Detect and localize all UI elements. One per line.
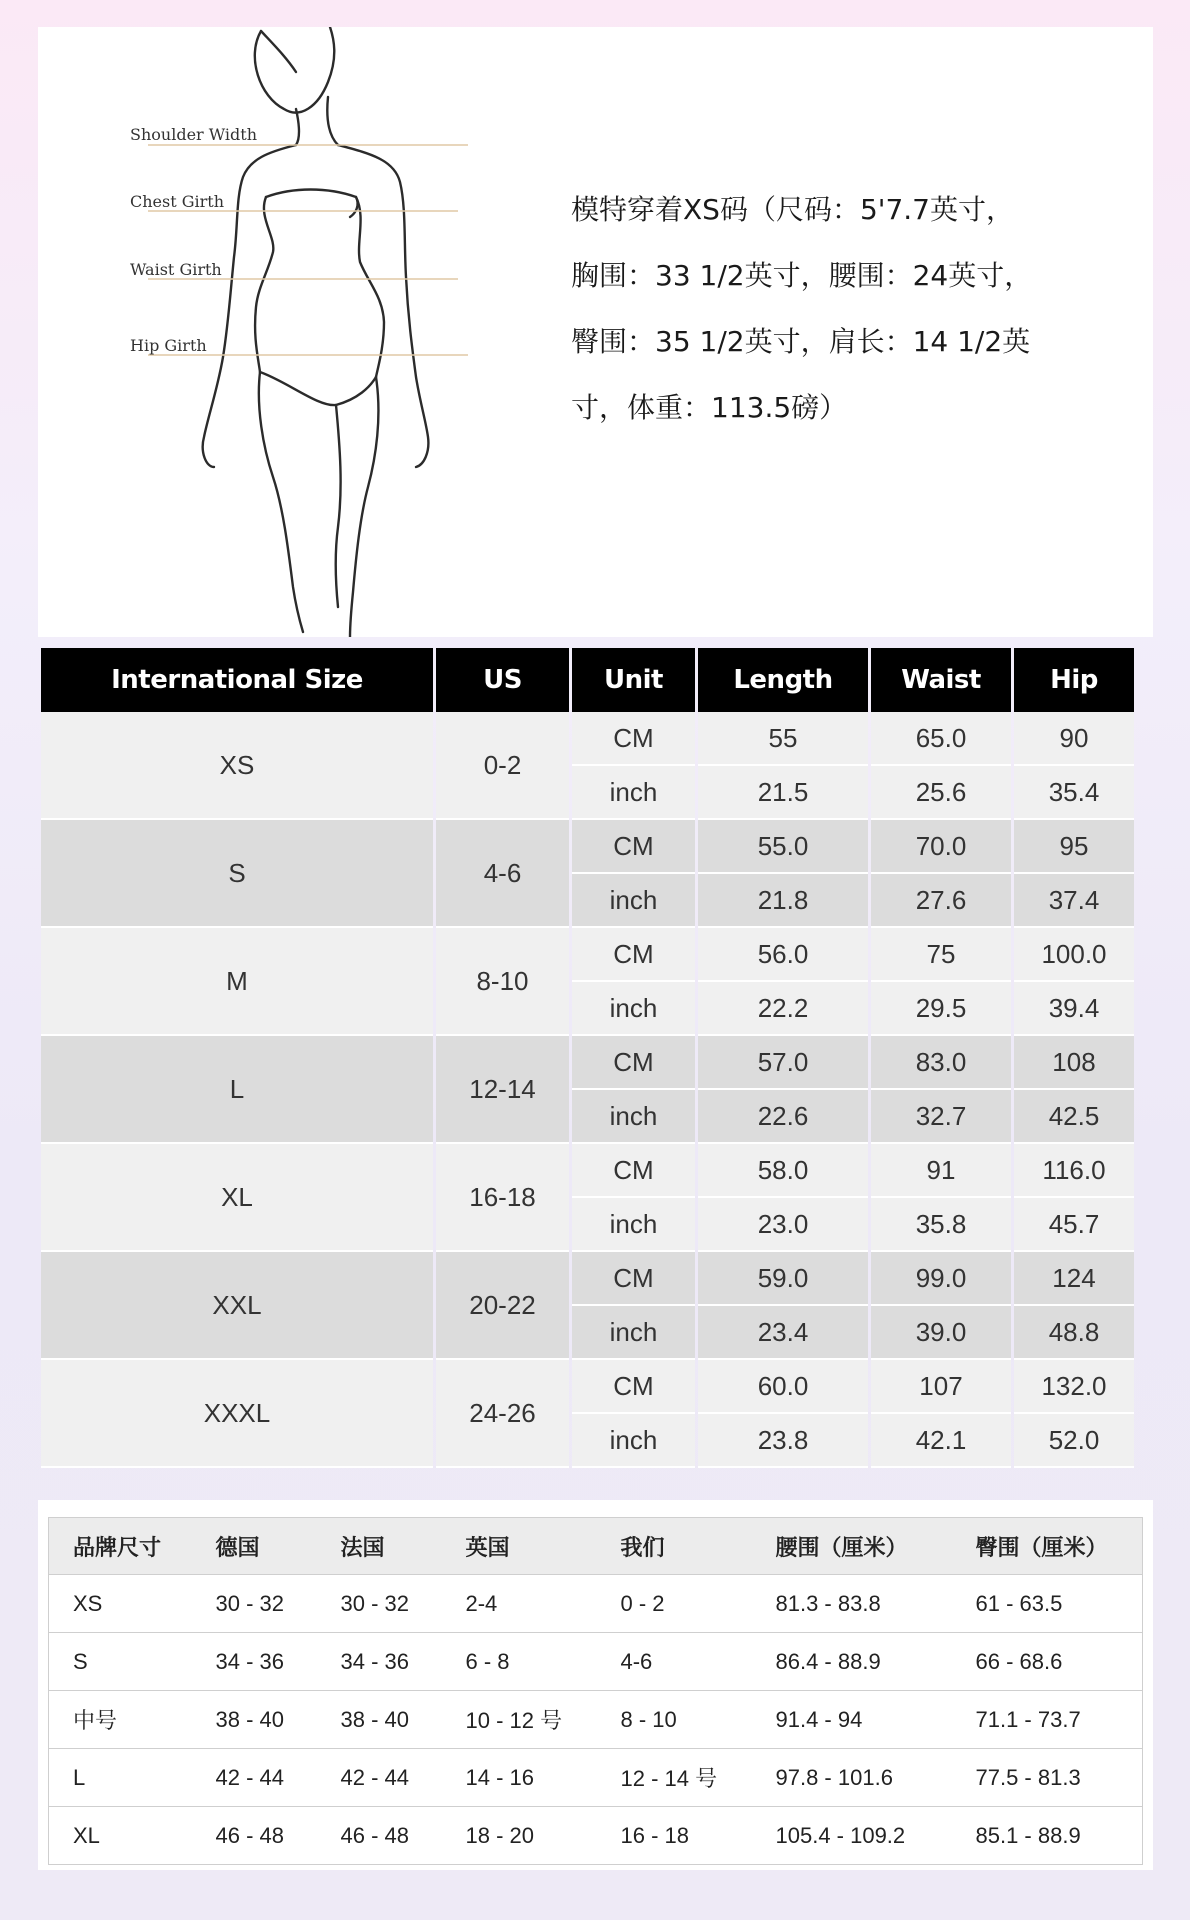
model-info-line: 胸围：33 1/2英寸，腰围：24英寸， [571, 259, 1033, 292]
brand-size-cell: L [49, 1749, 192, 1807]
france-cell: 42 - 44 [317, 1749, 442, 1807]
length-cell: 23.4 [698, 1306, 868, 1360]
length-cell: 56.0 [698, 928, 868, 982]
header-brand-size: 品牌尺寸 [49, 1518, 192, 1575]
waist-cell: 83.0 [871, 1036, 1011, 1090]
model-info-line: 臀围：35 1/2英寸，肩长：14 1/2英 [571, 325, 1031, 358]
us-cn-cell: 4-6 [597, 1633, 752, 1691]
germany-cell: 38 - 40 [192, 1691, 317, 1749]
france-cell: 46 - 48 [317, 1807, 442, 1865]
length-cell: 23.8 [698, 1414, 868, 1468]
body-measurement-figure [38, 27, 498, 637]
us-cn-cell: 0 - 2 [597, 1575, 752, 1633]
size-cell: XS [41, 712, 433, 820]
hip-cm-cell: 61 - 63.5 [952, 1575, 1143, 1633]
size-chart-table [38, 648, 1137, 1468]
shoulder-width-label: Shoulder Width [130, 125, 258, 144]
unit-cell: CM [572, 820, 695, 874]
hip-cell: 100.0 [1014, 928, 1134, 982]
header-us-cn: 我们 [597, 1518, 752, 1575]
us-cn-cell: 12 - 14 号 [597, 1749, 752, 1807]
header-unit: Unit [572, 648, 695, 712]
unit-cell: inch [572, 1414, 695, 1468]
size-cell: XXXL [41, 1360, 433, 1468]
uk-cell: 14 - 16 [442, 1749, 597, 1807]
chest-girth-label: Chest Girth [130, 192, 225, 211]
hip-cm-cell: 77.5 - 81.3 [952, 1749, 1143, 1807]
hip-girth-label: Hip Girth [130, 336, 207, 355]
hip-cell: 48.8 [1014, 1306, 1134, 1360]
model-info-line: 模特穿着XS码（尺码：5'7.7英寸， [571, 193, 1014, 226]
hip-cell: 37.4 [1014, 874, 1134, 928]
waist-cell: 99.0 [871, 1252, 1011, 1306]
hip-cm-cell: 66 - 68.6 [952, 1633, 1143, 1691]
waist-girth-label: Waist Girth [130, 260, 222, 279]
hip-cm-cell: 85.1 - 88.9 [952, 1807, 1143, 1865]
length-cell: 55 [698, 712, 868, 766]
length-cell: 21.8 [698, 874, 868, 928]
unit-cell: inch [572, 1090, 695, 1144]
unit-cell: CM [572, 712, 695, 766]
header-waist: Waist [871, 648, 1011, 712]
waist-cell: 70.0 [871, 820, 1011, 874]
unit-cell: inch [572, 982, 695, 1036]
size-chart-row [41, 1144, 1134, 1198]
waist-cell: 91 [871, 1144, 1011, 1198]
unit-cell: CM [572, 1360, 695, 1414]
length-cell: 57.0 [698, 1036, 868, 1090]
header-hip: Hip [1014, 648, 1134, 712]
waist-cell: 65.0 [871, 712, 1011, 766]
size-chart-row [41, 712, 1134, 766]
germany-cell: 42 - 44 [192, 1749, 317, 1807]
body-outline-drawing [38, 27, 498, 637]
uk-cell: 6 - 8 [442, 1633, 597, 1691]
size-chart-row [41, 928, 1134, 982]
intl-size-row [49, 1807, 1143, 1865]
hip-cell: 45.7 [1014, 1198, 1134, 1252]
size-cell: XXL [41, 1252, 433, 1360]
length-cell: 55.0 [698, 820, 868, 874]
length-cell: 23.0 [698, 1198, 868, 1252]
international-size-table [48, 1517, 1143, 1865]
waist-cell: 35.8 [871, 1198, 1011, 1252]
unit-cell: inch [572, 766, 695, 820]
size-chart-row [41, 1252, 1134, 1306]
size-chart-row [41, 1036, 1134, 1090]
header-hip-cm: 臀围（厘米） [952, 1518, 1143, 1575]
hip-cell: 90 [1014, 712, 1134, 766]
hip-cm-cell: 71.1 - 73.7 [952, 1691, 1143, 1749]
france-cell: 38 - 40 [317, 1691, 442, 1749]
germany-cell: 46 - 48 [192, 1807, 317, 1865]
hip-cell: 132.0 [1014, 1360, 1134, 1414]
us-cn-cell: 16 - 18 [597, 1807, 752, 1865]
intl-size-row [49, 1691, 1143, 1749]
brand-size-cell: 中号 [49, 1691, 192, 1749]
waist-cell: 27.6 [871, 874, 1011, 928]
size-cell: S [41, 820, 433, 928]
header-length: Length [698, 648, 868, 712]
us-size-cell: 0-2 [436, 712, 569, 820]
size-chart-row [41, 820, 1134, 874]
length-cell: 22.6 [698, 1090, 868, 1144]
waist-cell: 42.1 [871, 1414, 1011, 1468]
hip-cell: 124 [1014, 1252, 1134, 1306]
unit-cell: CM [572, 1252, 695, 1306]
waist-cell: 75 [871, 928, 1011, 982]
size-cell: M [41, 928, 433, 1036]
waist-cell: 25.6 [871, 766, 1011, 820]
length-cell: 22.2 [698, 982, 868, 1036]
france-cell: 34 - 36 [317, 1633, 442, 1691]
us-size-cell: 4-6 [436, 820, 569, 928]
length-cell: 59.0 [698, 1252, 868, 1306]
header-france: 法国 [317, 1518, 442, 1575]
size-cell: L [41, 1036, 433, 1144]
uk-cell: 18 - 20 [442, 1807, 597, 1865]
size-chart-row [41, 1360, 1134, 1414]
uk-cell: 2-4 [442, 1575, 597, 1633]
size-cell: XL [41, 1144, 433, 1252]
waist-cm-cell: 86.4 - 88.9 [752, 1633, 952, 1691]
waist-cm-cell: 91.4 - 94 [752, 1691, 952, 1749]
model-card [38, 27, 1153, 637]
model-info-line: 寸，体重：113.5磅） [571, 391, 848, 424]
hip-cell: 39.4 [1014, 982, 1134, 1036]
us-size-cell: 20-22 [436, 1252, 569, 1360]
brand-size-cell: S [49, 1633, 192, 1691]
header-germany: 德国 [192, 1518, 317, 1575]
brand-size-cell: XS [49, 1575, 192, 1633]
germany-cell: 30 - 32 [192, 1575, 317, 1633]
france-cell: 30 - 32 [317, 1575, 442, 1633]
waist-cm-cell: 105.4 - 109.2 [752, 1807, 952, 1865]
unit-cell: CM [572, 1036, 695, 1090]
unit-cell: inch [572, 1306, 695, 1360]
intl-header-row [49, 1518, 1143, 1575]
waist-cell: 29.5 [871, 982, 1011, 1036]
waist-cell: 39.0 [871, 1306, 1011, 1360]
waist-cell: 107 [871, 1360, 1011, 1414]
us-cn-cell: 8 - 10 [597, 1691, 752, 1749]
uk-cell: 10 - 12 号 [442, 1691, 597, 1749]
unit-cell: inch [572, 1198, 695, 1252]
germany-cell: 34 - 36 [192, 1633, 317, 1691]
intl-size-row [49, 1749, 1143, 1807]
intl-size-card [38, 1500, 1153, 1870]
unit-cell: inch [572, 874, 695, 928]
length-cell: 58.0 [698, 1144, 868, 1198]
length-cell: 21.5 [698, 766, 868, 820]
intl-size-row [49, 1575, 1143, 1633]
unit-cell: CM [572, 1144, 695, 1198]
hip-cell: 42.5 [1014, 1090, 1134, 1144]
hip-cell: 116.0 [1014, 1144, 1134, 1198]
intl-size-row [49, 1633, 1143, 1691]
size-chart-header-row [41, 648, 1134, 712]
header-waist-cm: 腰围（厘米） [752, 1518, 952, 1575]
model-size-info [571, 177, 1131, 441]
length-cell: 60.0 [698, 1360, 868, 1414]
header-uk: 英国 [442, 1518, 597, 1575]
hip-cell: 95 [1014, 820, 1134, 874]
hip-cell: 35.4 [1014, 766, 1134, 820]
hip-cell: 108 [1014, 1036, 1134, 1090]
us-size-cell: 8-10 [436, 928, 569, 1036]
brand-size-cell: XL [49, 1807, 192, 1865]
waist-cell: 32.7 [871, 1090, 1011, 1144]
header-us: US [436, 648, 569, 712]
unit-cell: CM [572, 928, 695, 982]
hip-cell: 52.0 [1014, 1414, 1134, 1468]
us-size-cell: 24-26 [436, 1360, 569, 1468]
waist-cm-cell: 81.3 - 83.8 [752, 1575, 952, 1633]
waist-cm-cell: 97.8 - 101.6 [752, 1749, 952, 1807]
header-international-size: International Size [41, 648, 433, 712]
us-size-cell: 12-14 [436, 1036, 569, 1144]
us-size-cell: 16-18 [436, 1144, 569, 1252]
